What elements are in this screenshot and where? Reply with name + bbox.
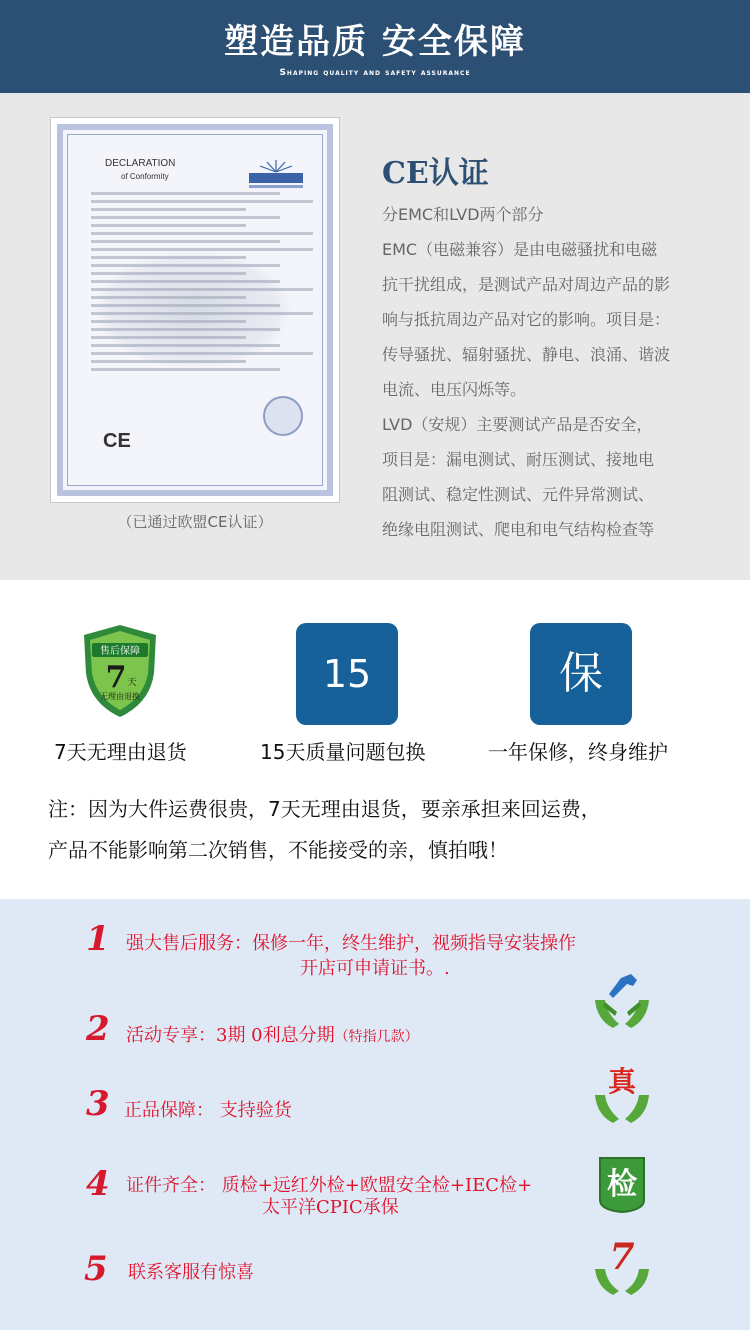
note-line-1: 注：因为大件运费很贵，7天无理由退货，要亲承担来回运费， [48, 797, 601, 821]
service-number-3: 3 [86, 1084, 110, 1124]
guarantee-label-warranty: 一年保修，终身维护 [488, 740, 668, 764]
ce-section [0, 93, 750, 580]
shield-badge-text: 售后保障 [100, 646, 140, 657]
service-3-line-1: 正品保障： 支持验货 [124, 1100, 292, 1121]
header-banner [0, 0, 750, 93]
service-5-line-1: 联系客服有惊喜 [128, 1262, 254, 1283]
inspection-badge-icon [596, 1154, 648, 1214]
service-2-text: 活动专享：3期 0利息分期 [126, 1025, 335, 1046]
ce-line: 抗干扰组成，是测试产品对周边产品的影 [382, 275, 671, 294]
certificate-caption: （已通过欧盟CE认证） [117, 513, 273, 531]
guarantee-label-15day: 15天质量问题包换 [260, 740, 426, 764]
header-title: 塑造品质 安全保障 [224, 22, 526, 62]
certificate-border [57, 124, 333, 496]
certificate-seal-icon [263, 396, 303, 436]
15-day-badge: 15 [296, 623, 398, 725]
ce-line: EMC（电磁兼容）是由电磁骚扰和电磁 [382, 240, 658, 259]
service-number-2: 2 [86, 1009, 110, 1049]
zhen-glyph: 真 [607, 1065, 637, 1098]
authentic-hands-icon [593, 1065, 651, 1125]
ce-line: 绝缘电阻测试、爬电和电气结构检查等 [382, 520, 655, 539]
certificate-subheading: of Conformity [121, 172, 169, 181]
ce-line: 响与抵抗周边产品对它的影响。项目是： [382, 310, 671, 329]
service-4-line-2: 太平洋CPIC承保 [262, 1197, 399, 1218]
ce-line: 传导骚扰、辐射骚扰、静电、浪涌、谐波 [382, 345, 671, 364]
wrench-hands-icon [593, 972, 651, 1032]
jian-glyph: 检 [607, 1167, 637, 1202]
service-number-4: 4 [86, 1164, 110, 1204]
shield-badge-unit: 天 [127, 678, 137, 688]
ce-line: 分EMC和LVD两个部分 [382, 205, 544, 224]
ces-logo-icon [241, 158, 311, 192]
ce-mark: CE [103, 430, 131, 452]
ce-line: 阻测试、稳定性测试、元件异常测试、 [382, 485, 655, 504]
ce-line: 电流、电压闪烁等。 [382, 380, 527, 399]
shield-badge-sub: 无理由退换 [100, 692, 140, 701]
ce-certificate-image [50, 117, 340, 503]
ce-description [382, 202, 702, 552]
seven-glyph: 7 [609, 1237, 635, 1278]
after-sales-shield-icon [80, 623, 160, 719]
note-line-2: 产品不能影响第二次销售，不能接受的亲，慎拍哦！ [48, 838, 508, 862]
guarantee-label-7day: 7天无理由退货 [54, 740, 187, 764]
ce-line: 项目是：漏电测试、耐压测试、接地电 [382, 450, 655, 469]
ce-line: LVD（安规）主要测试产品是否安全， [382, 415, 653, 434]
service-number-5: 5 [84, 1249, 108, 1289]
shield-badge-number: 7 [105, 660, 127, 695]
ce-title: CE认证 [382, 156, 489, 191]
service-number-1: 1 [86, 919, 110, 959]
service-1-line-2: 开店可申请证书。. [300, 958, 450, 979]
service-2-line-1 [126, 1021, 419, 1047]
service-2-note: （特指几款） [334, 1029, 419, 1045]
certificate-heading: DECLARATION [105, 158, 176, 169]
service-section [0, 899, 750, 1330]
seven-day-hands-icon [593, 1237, 651, 1297]
header-subtitle: Shaping quality and safety assurance [279, 68, 471, 78]
service-1-line-1: 强大售后服务：保修一年，终生维护，视频指导安装操作 [126, 933, 576, 954]
warranty-badge: 保 [530, 623, 632, 725]
certificate-text-lines [91, 192, 313, 376]
service-4-line-1: 证件齐全： 质检+远红外检+欧盟安全检+IEC检+ [126, 1175, 533, 1196]
